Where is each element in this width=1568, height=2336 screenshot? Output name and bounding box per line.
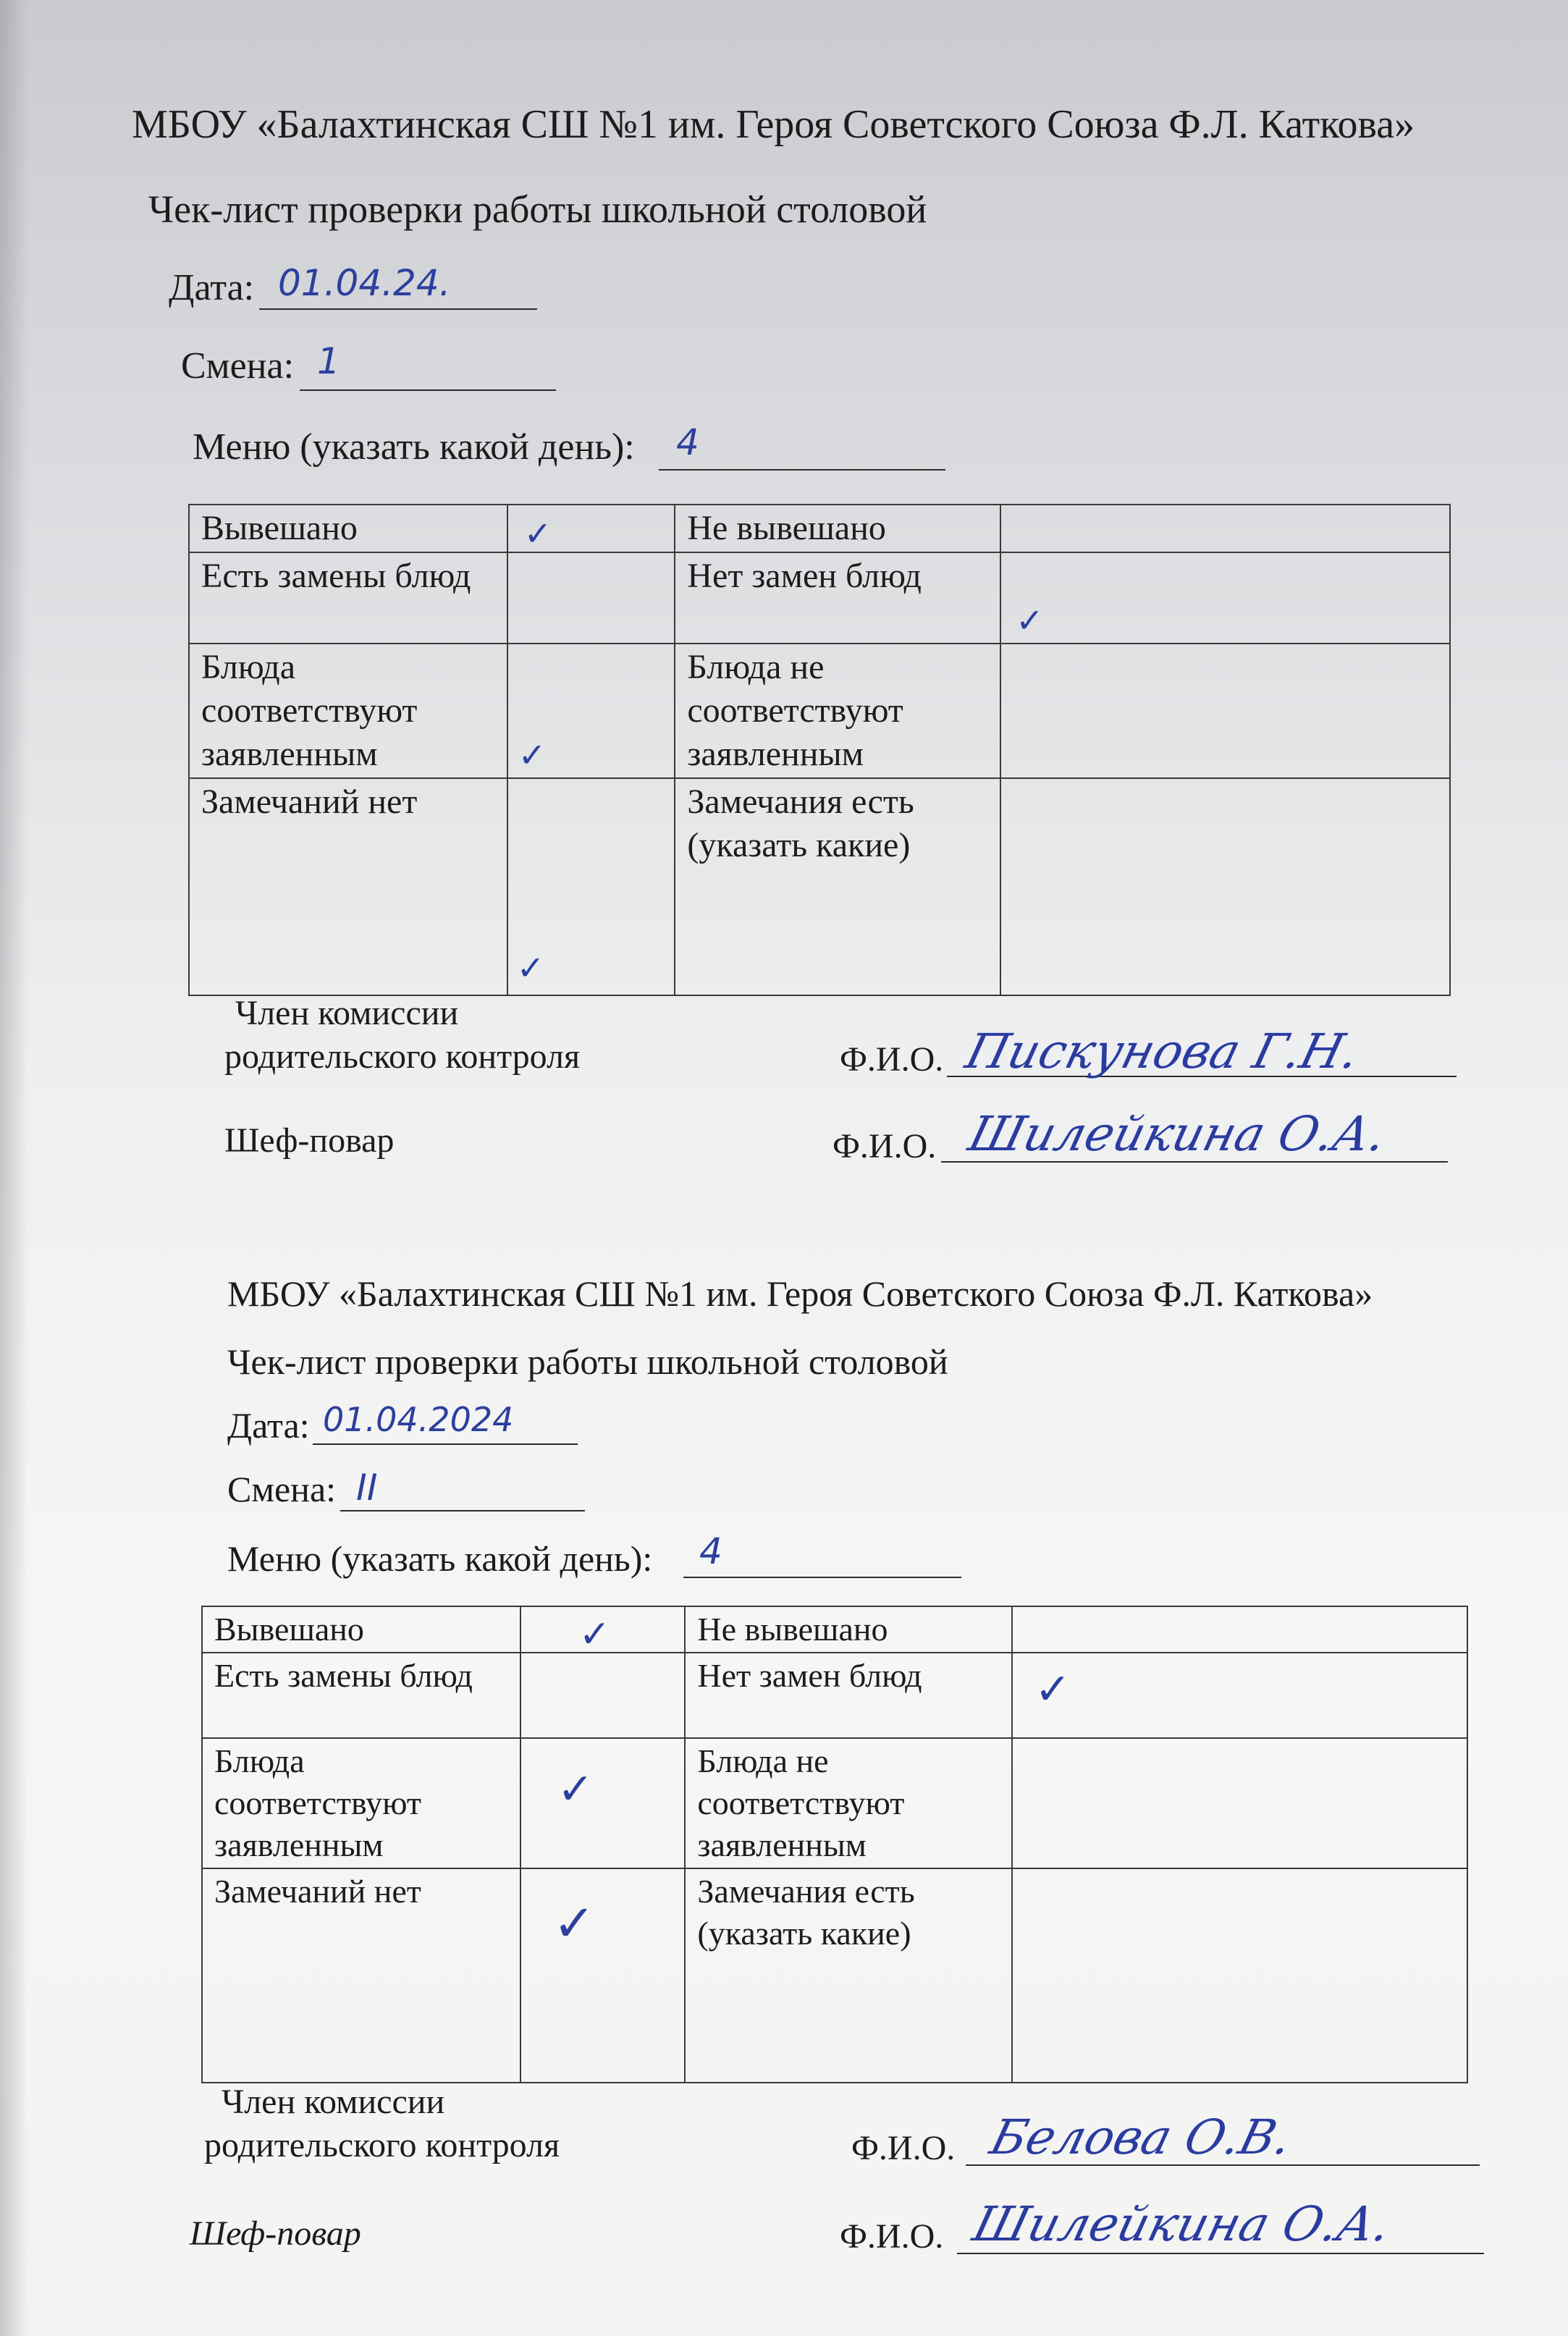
cell-check[interactable] (520, 1653, 686, 1738)
cell-label: Вывешано (189, 505, 507, 552)
check-mark-icon: ✓ (523, 514, 552, 553)
cell-check[interactable] (520, 1738, 686, 1868)
shift-handwritten: 1 (317, 340, 340, 382)
cell-check[interactable] (1000, 505, 1450, 552)
cell-label: Блюда соответствуют заявленным (202, 1738, 520, 1868)
date-underline (313, 1443, 578, 1445)
cell-label: Вывешано (202, 1606, 520, 1653)
cell-check[interactable] (520, 1606, 686, 1656)
cell-check[interactable] (1012, 1653, 1467, 1738)
member-label-cont: родительского контроля (224, 1037, 581, 1076)
cell-check[interactable] (1012, 1868, 1467, 2083)
shift-underline (300, 389, 556, 391)
cell-check[interactable] (1000, 552, 1450, 644)
shift-underline (340, 1510, 585, 1511)
cell-label: Замечаний нет (189, 778, 507, 995)
check-mark-icon: ✓ (518, 735, 547, 775)
paper-edge-shadow (0, 0, 29, 2336)
date-handwritten: 01.04.2024 (323, 1400, 514, 1439)
form-title: Чек-лист проверки работы школьной столовой (148, 187, 927, 231)
check-mark-icon: ✓ (578, 1613, 611, 1656)
school-name: МБОУ «Балахтинская СШ №1 им. Героя Советского Союза Ф.Л. Каткова» (227, 1273, 1373, 1314)
menu-handwritten: 4 (699, 1530, 722, 1572)
member-label: Член комиссии (222, 2083, 445, 2121)
cell-check[interactable] (1000, 778, 1450, 995)
member-label: Член комиссии (235, 994, 459, 1032)
check-mark-icon: ✓ (552, 1894, 596, 1953)
check-mark-icon: ✓ (557, 1764, 594, 1815)
check-mark-icon: ✓ (1016, 601, 1044, 640)
date-label: Дата: (227, 1405, 310, 1446)
table-row (202, 1606, 1467, 1653)
chef-label: Шеф-повар (190, 2214, 361, 2253)
menu-handwritten: 4 (676, 421, 699, 463)
fio-label: Ф.И.О. (851, 2129, 956, 2167)
menu-label: Меню (указать какой день): (227, 1538, 653, 1579)
cell-check[interactable] (1012, 1606, 1467, 1653)
check-mark-icon: ✓ (1034, 1664, 1071, 1715)
cell-label: Нет замен блюд (675, 552, 1000, 644)
cell-label: Замечания есть (указать какие) (675, 778, 1000, 995)
cell-check[interactable] (507, 552, 675, 644)
checklist-table (188, 504, 1451, 996)
cell-check[interactable] (507, 505, 675, 552)
cell-label: Нет замен блюд (685, 1653, 1012, 1738)
fio-label: Ф.И.О. (840, 1040, 944, 1079)
menu-label: Меню (указать какой день): (193, 426, 635, 468)
cell-label: Замечаний нет (202, 1868, 520, 2083)
menu-underline (683, 1577, 961, 1578)
form-title: Чек-лист проверки работы школьной столовой (227, 1341, 948, 1382)
cell-check[interactable] (507, 644, 675, 778)
chef-signature: Шилейкина О.А. (963, 1106, 1392, 1162)
chef-label: Шеф-повар (224, 1121, 395, 1160)
table-row (202, 1868, 1467, 2083)
cell-label: Есть замены блюд (202, 1653, 520, 1738)
fio-label: Ф.И.О. (840, 2217, 944, 2256)
check-mark-icon: ✓ (516, 948, 545, 987)
cell-label: Блюда не соответствуют заявленным (685, 1738, 1012, 1868)
cell-label: Не вывешано (685, 1606, 1012, 1653)
member-signature: Белова О.В. (985, 2109, 1298, 2165)
shift-label: Смена: (227, 1469, 337, 1509)
fio-label: Ф.И.О. (833, 1127, 937, 1165)
date-label: Дата: (169, 267, 255, 308)
cell-label: Блюда не соответствуют заявленным (675, 644, 1000, 778)
member-label-cont: родительского контроля (204, 2126, 560, 2164)
cell-label: Блюда соответствуют заявленным (189, 644, 507, 778)
school-name: МБОУ «Балахтинская СШ №1 им. Героя Советского Союза Ф.Л. Каткова» (132, 102, 1415, 147)
cell-label: Не вывешано (675, 505, 1000, 552)
table-row (189, 644, 1450, 778)
cell-label: Замечания есть (указать какие) (685, 1868, 1012, 2083)
cell-check[interactable] (507, 778, 675, 995)
shift-label: Смена: (181, 345, 295, 387)
table-row (189, 505, 1450, 552)
cell-check[interactable] (1000, 644, 1450, 778)
table-row (202, 1653, 1467, 1738)
table-row (202, 1738, 1467, 1868)
cell-check[interactable] (520, 1868, 686, 2083)
date-underline (259, 308, 537, 310)
chef-signature: Шилейкина О.А. (967, 2196, 1396, 2252)
table-row (189, 552, 1450, 644)
table-row (189, 778, 1450, 995)
cell-label: Есть замены блюд (189, 552, 507, 644)
fio-underline (957, 2253, 1484, 2254)
checklist-table (201, 1606, 1468, 2083)
cell-check[interactable] (1012, 1738, 1467, 1868)
shift-handwritten: II (356, 1467, 378, 1509)
menu-underline (659, 469, 945, 471)
date-handwritten: 01.04.24. (278, 262, 451, 304)
member-signature: Пискунова Г.Н. (960, 1024, 1365, 1079)
